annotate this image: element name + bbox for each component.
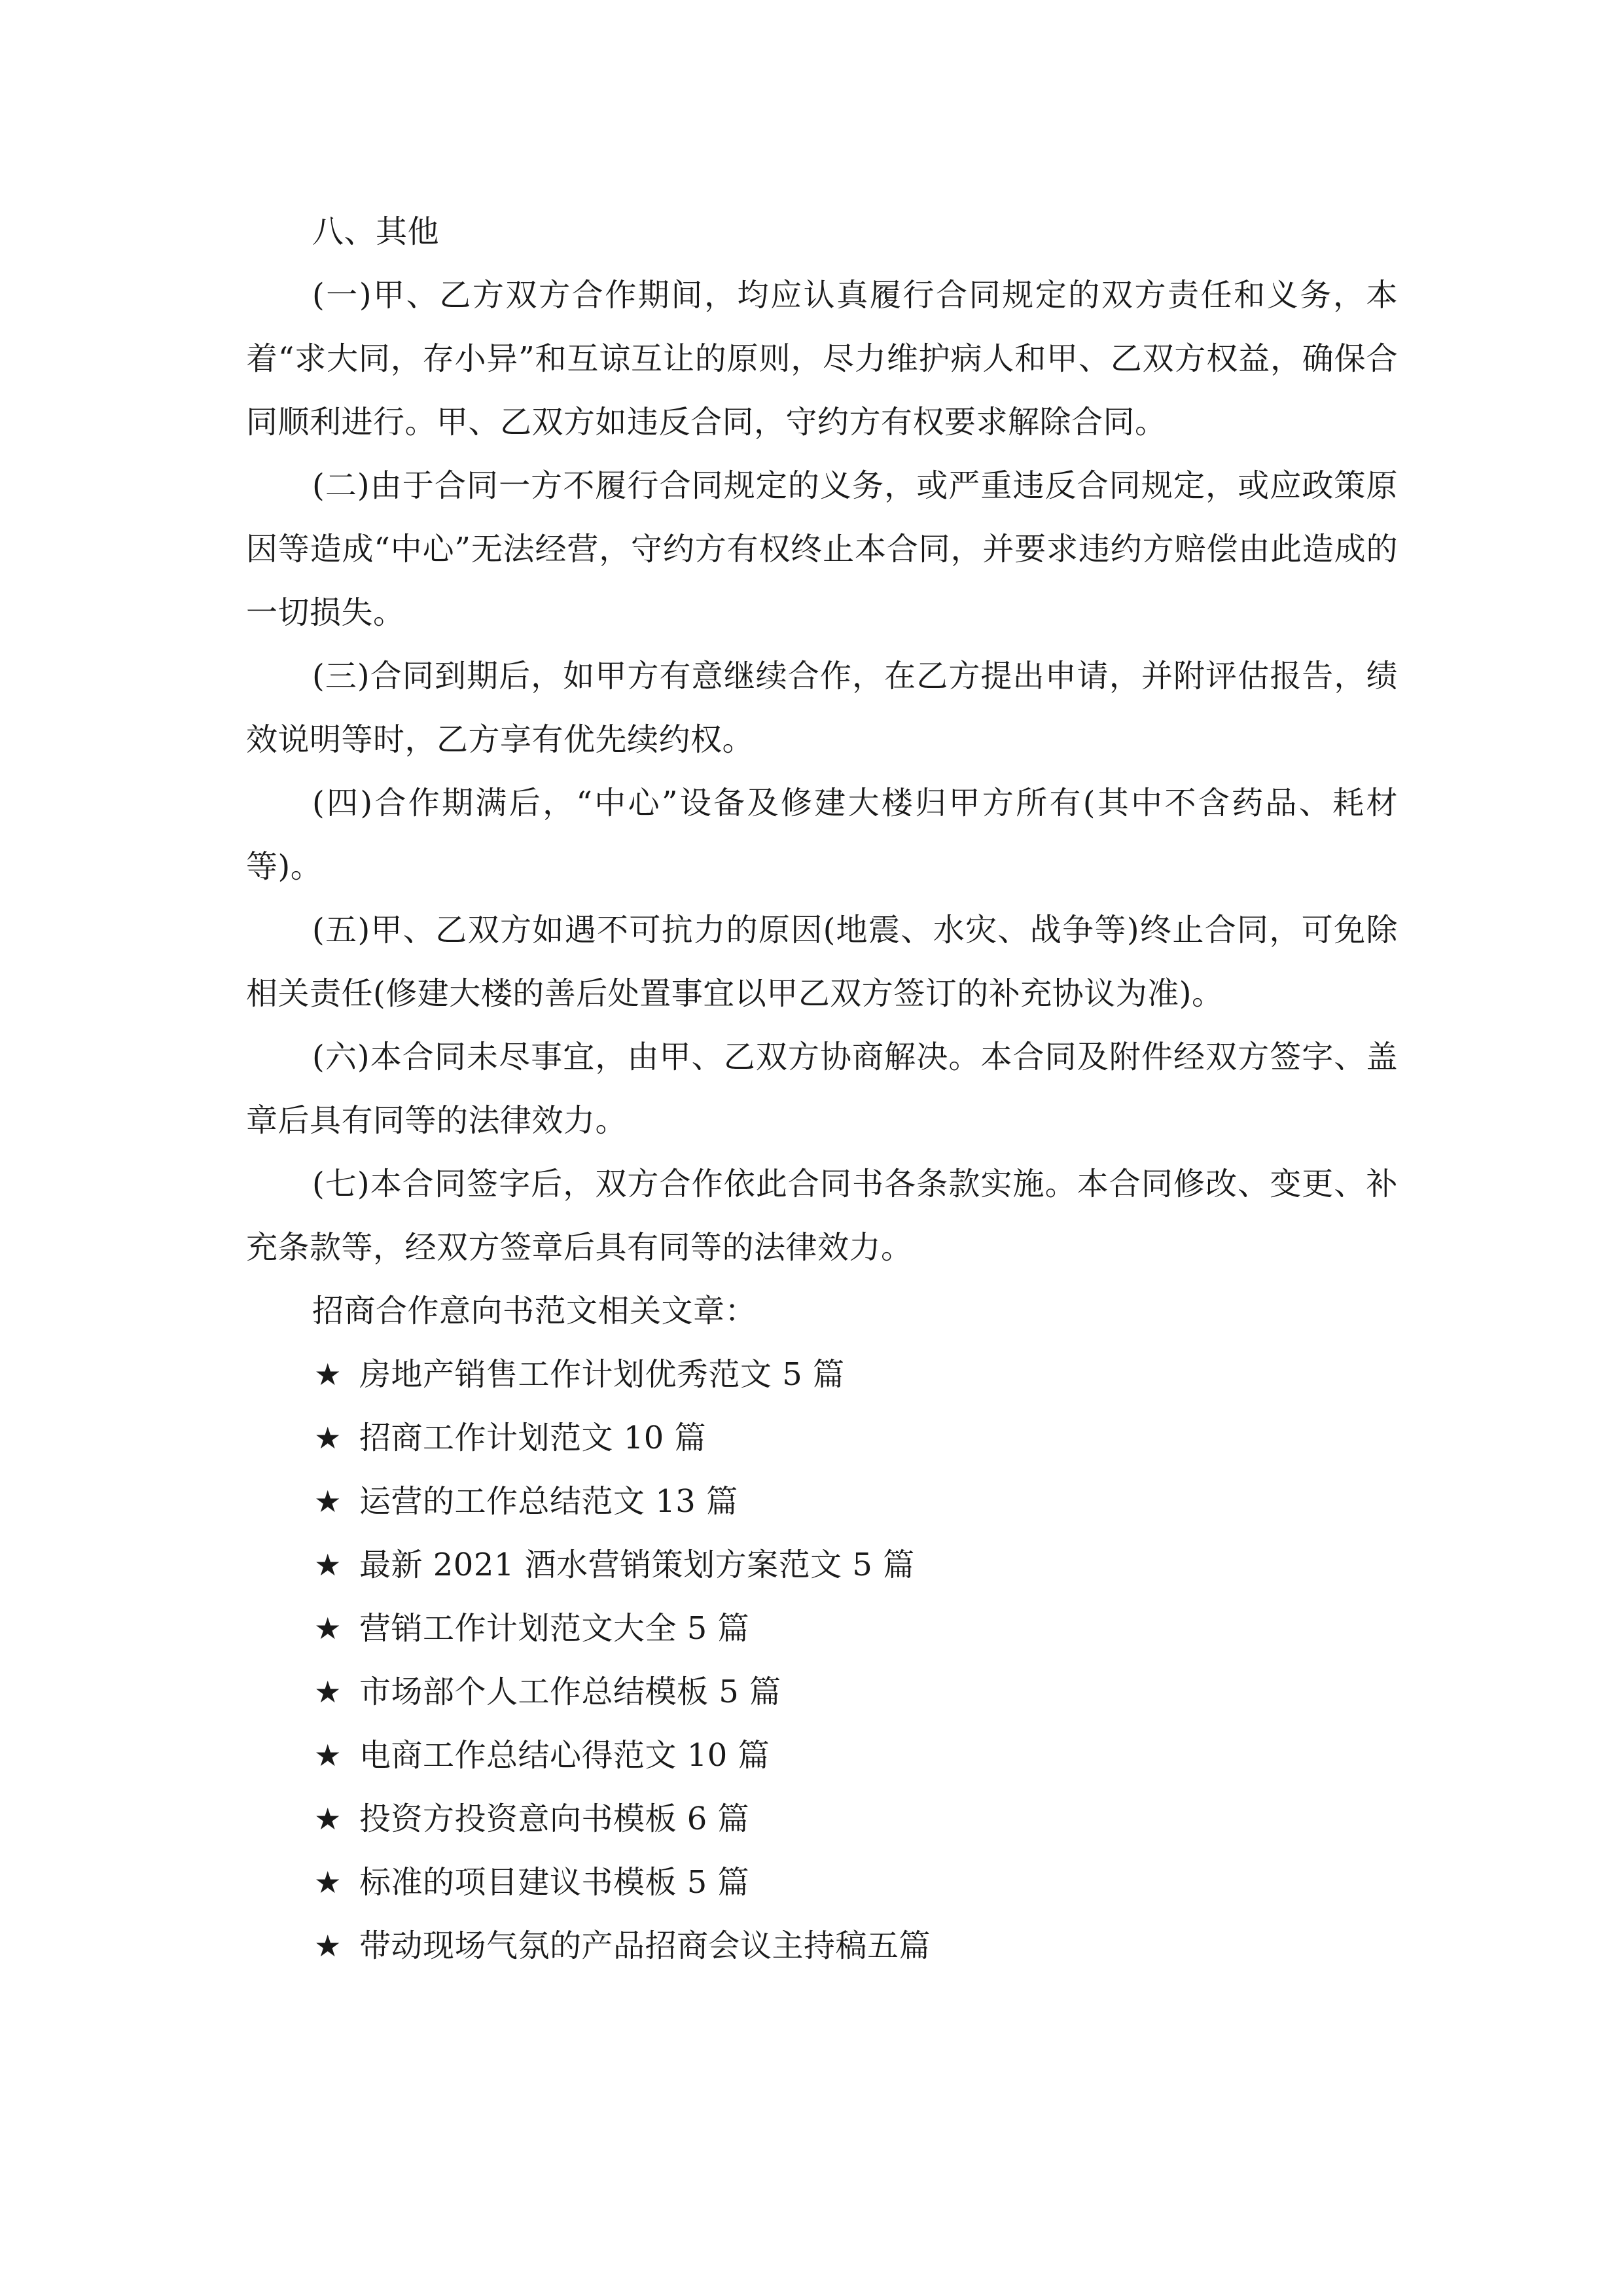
star-icon: ★ — [314, 1420, 342, 1456]
related-article-title: 投资方投资意向书模板 6 篇 — [359, 1801, 750, 1837]
clause-2: (二)由于合同一方不履行合同规定的义务，或严重违反合同规定，或应政策原因等造成“中心”无法经营，守约方有权终止本合同，并要求违约方赔偿由此造成的一切损失。 — [246, 467, 1398, 631]
related-article-title: 市场部个人工作总结模板 5 篇 — [359, 1674, 781, 1710]
star-icon: ★ — [314, 1611, 342, 1646]
related-article-title: 标准的项目建议书模板 5 篇 — [359, 1864, 750, 1901]
related-article-link[interactable] — [246, 1597, 1398, 1660]
clause-1: (一)甲、乙方双方合作期间，均应认真履行合同规定的双方责任和义务，本着“求大同，存小异”和互谅互让的原则，尽力维护病人和甲、乙双方权益，确保合同顺利进行。甲、乙双方如违反合同，守约方有权要求解除合同。 — [246, 277, 1398, 440]
section-heading: 八、其他 — [312, 213, 440, 250]
related-article-title: 最新 2021 酒水营销策划方案范文 5 篇 — [359, 1547, 915, 1583]
star-icon: ★ — [314, 1547, 342, 1583]
clause-5: (五)甲、乙双方如遇不可抗力的原因(地震、水灾、战争等)终止合同，可免除相关责任(修建大楼的善后处置事宜以甲乙双方签订的补充协议为准)。 — [246, 912, 1398, 1012]
related-article-title: 带动现场气氛的产品招商会议主持稿五篇 — [359, 1928, 931, 1964]
star-icon: ★ — [314, 1865, 342, 1900]
related-article-title: 招商工作计划范文 10 篇 — [359, 1420, 707, 1456]
related-article-link[interactable] — [246, 1851, 1398, 1914]
related-articles-list — [246, 1343, 1398, 1978]
clause-3: (三)合同到期后，如甲方有意继续合作，在乙方提出申请，并附评估报告，绩效说明等时，乙方享有优先续约权。 — [246, 658, 1398, 758]
related-article-link[interactable] — [246, 1407, 1398, 1470]
star-icon: ★ — [314, 1357, 342, 1392]
clause-6: (六)本合同未尽事宜，由甲、乙双方协商解决。本合同及附件经双方签字、盖章后具有同等的法律效力。 — [246, 1039, 1398, 1139]
related-articles-heading: 招商合作意向书范文相关文章： — [312, 1293, 757, 1329]
clause-7: (七)本合同签字后，双方合作依此合同书各条款实施。本合同修改、变更、补充条款等，经双方签章后具有同等的法律效力。 — [246, 1166, 1398, 1266]
related-article-link[interactable] — [246, 1343, 1398, 1407]
star-icon: ★ — [314, 1674, 342, 1710]
related-article-link[interactable] — [246, 1534, 1398, 1597]
related-article-title: 运营的工作总结范文 13 篇 — [359, 1483, 738, 1520]
related-article-link[interactable] — [246, 1914, 1398, 1978]
star-icon: ★ — [314, 1928, 342, 1964]
related-article-link[interactable] — [246, 1470, 1398, 1534]
related-article-link[interactable] — [246, 1787, 1398, 1851]
star-icon: ★ — [314, 1738, 342, 1773]
star-icon: ★ — [314, 1484, 342, 1519]
related-article-link[interactable] — [246, 1724, 1398, 1787]
related-article-title: 房地产销售工作计划优秀范文 5 篇 — [359, 1356, 845, 1393]
star-icon: ★ — [314, 1801, 342, 1837]
clause-4: (四)合作期满后，“中心”设备及修建大楼归甲方所有(其中不含药品、耗材等)。 — [246, 785, 1398, 885]
document-body — [246, 200, 1398, 1978]
related-article-title: 电商工作总结心得范文 10 篇 — [359, 1737, 770, 1774]
related-article-title: 营销工作计划范文大全 5 篇 — [359, 1610, 750, 1647]
related-article-link[interactable] — [246, 1660, 1398, 1724]
